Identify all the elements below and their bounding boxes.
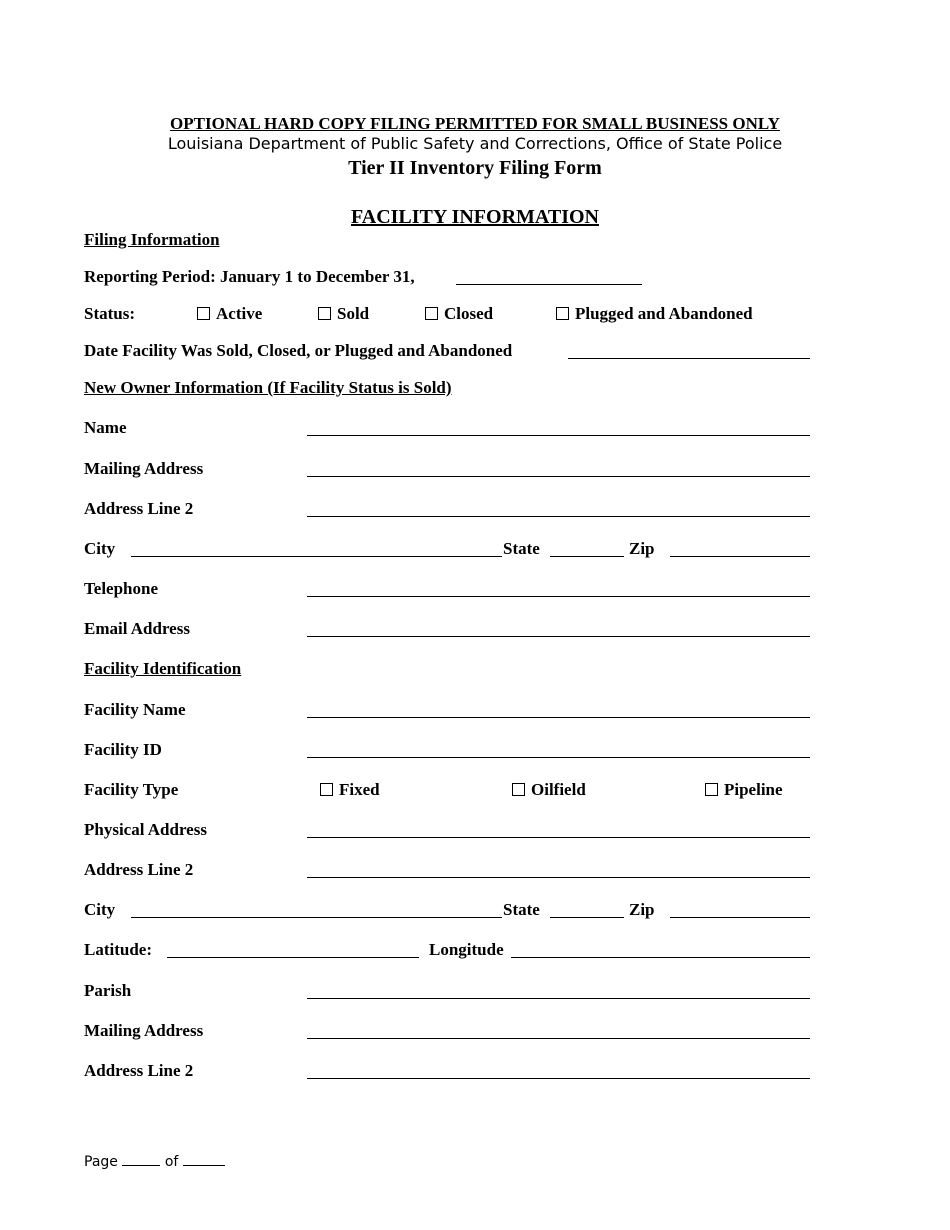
latitude-label: Latitude: — [84, 940, 152, 959]
physical-address-label: Physical Address — [84, 820, 207, 839]
owner-mailing-field[interactable] — [307, 476, 810, 477]
owner-email-field[interactable] — [307, 636, 810, 637]
facility-id-field[interactable] — [307, 757, 810, 758]
facility-type-pipeline[interactable]: Pipeline — [705, 780, 783, 800]
facility-address2-label: Address Line 2 — [84, 860, 194, 879]
section-title: FACILITY INFORMATION — [351, 206, 599, 228]
latitude-field[interactable] — [167, 957, 419, 958]
checkbox-icon[interactable] — [556, 307, 569, 320]
owner-city-label: City — [84, 539, 116, 558]
owner-city-field[interactable] — [131, 556, 502, 557]
facility-mailing2-label: Address Line 2 — [84, 1061, 194, 1080]
date-sold-label: Date Facility Was Sold, Closed, or Plugged and Abandoned — [84, 341, 513, 360]
facility-type-fixed[interactable]: Fixed — [320, 780, 380, 800]
facility-name-label: Facility Name — [84, 700, 186, 719]
facility-state-field[interactable] — [550, 917, 624, 918]
owner-name-field[interactable] — [307, 435, 810, 436]
facility-mailing-field[interactable] — [307, 1038, 810, 1039]
facility-type-label: Facility Type — [84, 780, 179, 799]
owner-mailing-label: Mailing Address — [84, 459, 204, 478]
agency-line: Louisiana Department of Public Safety and Corrections, Office of State Police — [167, 134, 783, 153]
notice-heading: OPTIONAL HARD COPY FILING PERMITTED FOR SMALL BUSINESS ONLY — [170, 114, 780, 133]
status-label: Status: — [84, 304, 136, 323]
facility-city-field[interactable] — [131, 917, 502, 918]
page-number — [84, 1153, 225, 1171]
facility-id-label: Facility ID — [84, 740, 162, 759]
facility-mailing-label: Mailing Address — [84, 1021, 204, 1040]
status-option-plugged[interactable]: Plugged and Abandoned — [556, 304, 753, 324]
owner-address2-field[interactable] — [307, 516, 810, 517]
owner-address2-label: Address Line 2 — [84, 499, 194, 518]
facility-zip-label: Zip — [629, 900, 655, 919]
checkbox-icon[interactable] — [425, 307, 438, 320]
parish-label: Parish — [84, 981, 132, 1000]
owner-email-label: Email Address — [84, 619, 190, 638]
facility-mailing2-field[interactable] — [307, 1078, 810, 1079]
page-current-field[interactable] — [122, 1153, 160, 1166]
longitude-label: Longitude — [429, 940, 504, 959]
status-option-sold[interactable]: Sold — [318, 304, 369, 324]
facility-state-label: State — [503, 900, 540, 919]
status-option-closed[interactable]: Closed — [425, 304, 493, 324]
physical-address-field[interactable] — [307, 837, 810, 838]
of-label: of — [164, 1154, 179, 1170]
checkbox-icon[interactable] — [318, 307, 331, 320]
form-title: Tier II Inventory Filing Form — [348, 157, 602, 179]
reporting-year-field[interactable] — [456, 284, 642, 285]
owner-telephone-field[interactable] — [307, 596, 810, 597]
facility-name-field[interactable] — [307, 717, 810, 718]
longitude-field[interactable] — [511, 957, 810, 958]
owner-state-field[interactable] — [550, 556, 624, 557]
status-option-active[interactable]: Active — [197, 304, 262, 324]
owner-telephone-label: Telephone — [84, 579, 159, 598]
new-owner-heading: New Owner Information (If Facility Status is Sold) — [84, 378, 452, 397]
facility-city-label: City — [84, 900, 116, 919]
checkbox-icon[interactable] — [705, 783, 718, 796]
owner-zip-label: Zip — [629, 539, 655, 558]
facility-address2-field[interactable] — [307, 877, 810, 878]
reporting-period-label: Reporting Period: January 1 to December 31, — [84, 267, 415, 286]
checkbox-icon[interactable] — [197, 307, 210, 320]
page-total-field[interactable] — [183, 1153, 225, 1166]
facility-zip-field[interactable] — [670, 917, 810, 918]
parish-field[interactable] — [307, 998, 810, 999]
filing-info-heading: Filing Information — [84, 230, 220, 249]
date-sold-field[interactable] — [568, 358, 810, 359]
page-label: Page — [84, 1154, 118, 1170]
owner-name-label: Name — [84, 418, 127, 437]
checkbox-icon[interactable] — [512, 783, 525, 796]
owner-zip-field[interactable] — [670, 556, 810, 557]
checkbox-icon[interactable] — [320, 783, 333, 796]
facility-id-heading: Facility Identification — [84, 659, 242, 678]
owner-state-label: State — [503, 539, 540, 558]
facility-type-oilfield[interactable]: Oilfield — [512, 780, 586, 800]
